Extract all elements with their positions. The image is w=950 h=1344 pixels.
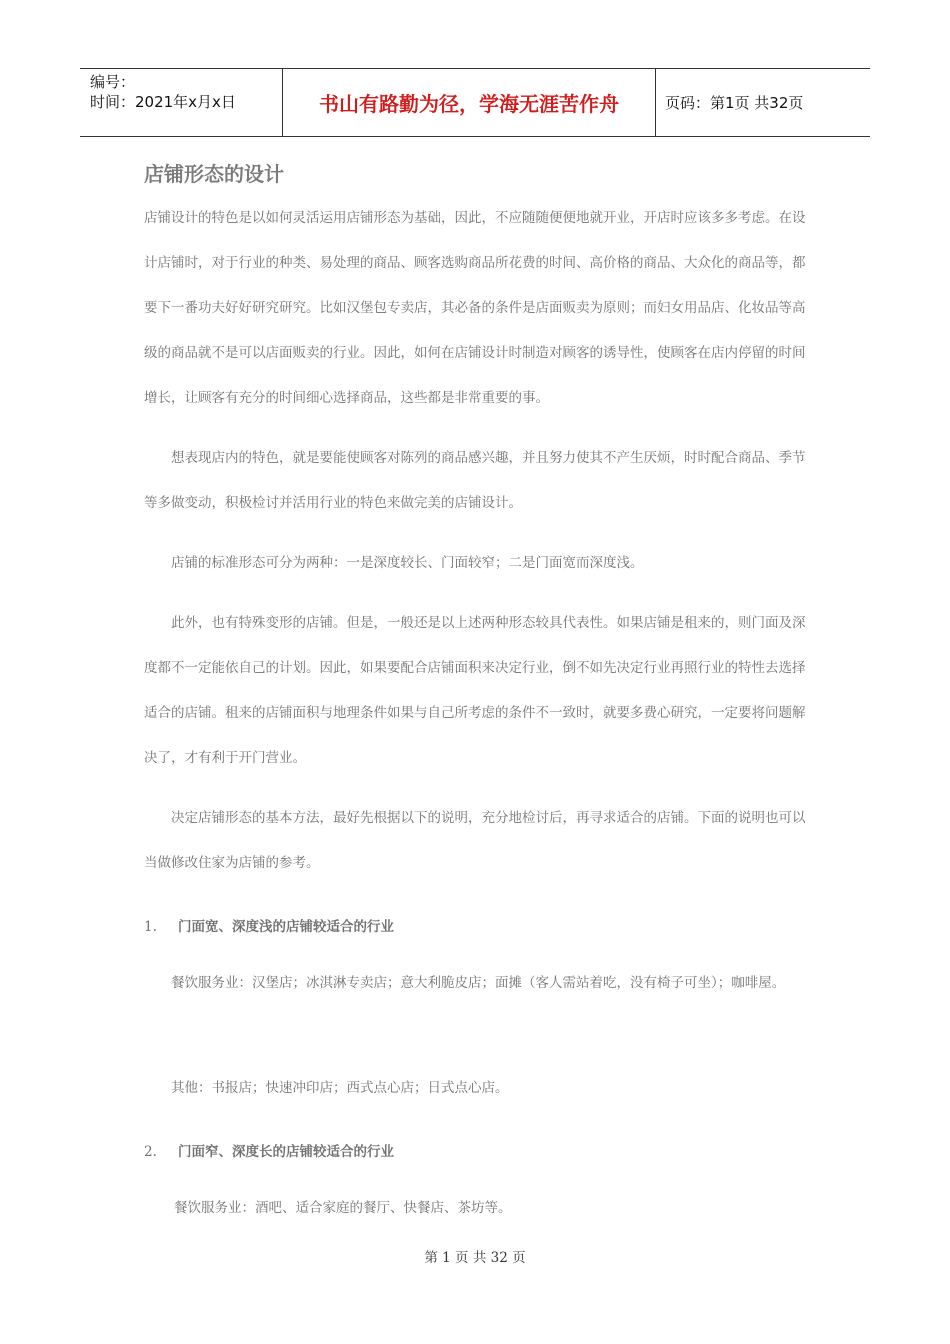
section-number: 2. [144, 1144, 157, 1160]
section-number: 1. [144, 919, 157, 935]
document-title: 店铺形态的设计 [144, 162, 284, 186]
header-motto: 书山有路勤为径，学海无涯苦作舟 [282, 69, 656, 136]
paragraph-method: 决定店铺形态的基本方法，最好先根据以下的说明，充分地检讨后，再寻求适合的店铺。下面的说明也可以当做修改住家为店铺的参考。 [144, 810, 806, 871]
section-title: 门面窄、深度长的店铺较适合的行业 [178, 1144, 394, 1160]
section-title: 门面宽、深度浅的店铺较适合的行业 [178, 919, 394, 935]
page-footer: 第 1 页 共 32 页 [424, 1250, 526, 1266]
header-meta [80, 69, 282, 136]
section-1-item-other: 其他：书报店；快速冲印店；西式点心店；日式点心店。 [171, 1080, 509, 1096]
header-number-label: 编号： [90, 73, 136, 91]
header-page-info: 页码：第1页 共32页 [665, 94, 804, 112]
paragraph-special-forms: 此外，也有特殊变形的店铺。但是，一般还是以上述两种形态较具代表性。如果店铺是租来的，则门面及深度都不一定能依自己的计划。因此，如果要配合店铺面积来决定行业，倒不如先决定行业再照行业的特性去选择适合的店铺。租来的店铺面积与地理条件如果与自己所考虑的条件不一致时，就要多费心研究，一定要将问题解决了，才有利于开门营业。 [144, 615, 806, 766]
section-2-item-catering: 餐饮服务业：酒吧、适合家庭的餐厅、快餐店、茶坊等。 [174, 1200, 512, 1216]
section-heading-2 [144, 1140, 394, 1160]
header-time-label: 时间：2021年x月x日 [90, 93, 236, 111]
section-1-item-catering: 餐饮服务业：汉堡店；冰淇淋专卖店；意大利脆皮店；面摊（客人需站着吃，没有椅子可坐）；咖啡屋。 [171, 975, 786, 991]
paragraph-standard-forms: 店铺的标准形态可分为两种：一是深度较长、门面较窄；二是门面宽而深度浅。 [171, 555, 644, 571]
document-header [80, 68, 870, 137]
paragraph-feature: 想表现店内的特色，就是要能使顾客对陈列的商品感兴趣，并且努力使其不产生厌烦，时时配合商品、季节等多做变动，积极检讨并活用行业的特色来做完美的店铺设计。 [144, 450, 806, 511]
section-heading-1 [144, 915, 394, 935]
paragraph-intro: 店铺设计的特色是以如何灵活运用店铺形态为基础，因此，不应随随便便地就开业，开店时应该多多考虑。在设计店铺时，对于行业的种类、易处理的商品、顾客选购商品所花费的时间、高价格的商品、大众化的商品等，都要下一番功夫好好研究研究。比如汉堡包专卖店，其必备的条件是店面贩卖为原则；而妇女用品店、化妆品等高级的商品就不是可以店面贩卖的行业。因此，如何在店铺设计时制造对顾客的诱导性，使顾客在店内停留的时间增长，让顾客有充分的时间细心选择商品，这些都是非常重要的事。 [144, 210, 806, 406]
